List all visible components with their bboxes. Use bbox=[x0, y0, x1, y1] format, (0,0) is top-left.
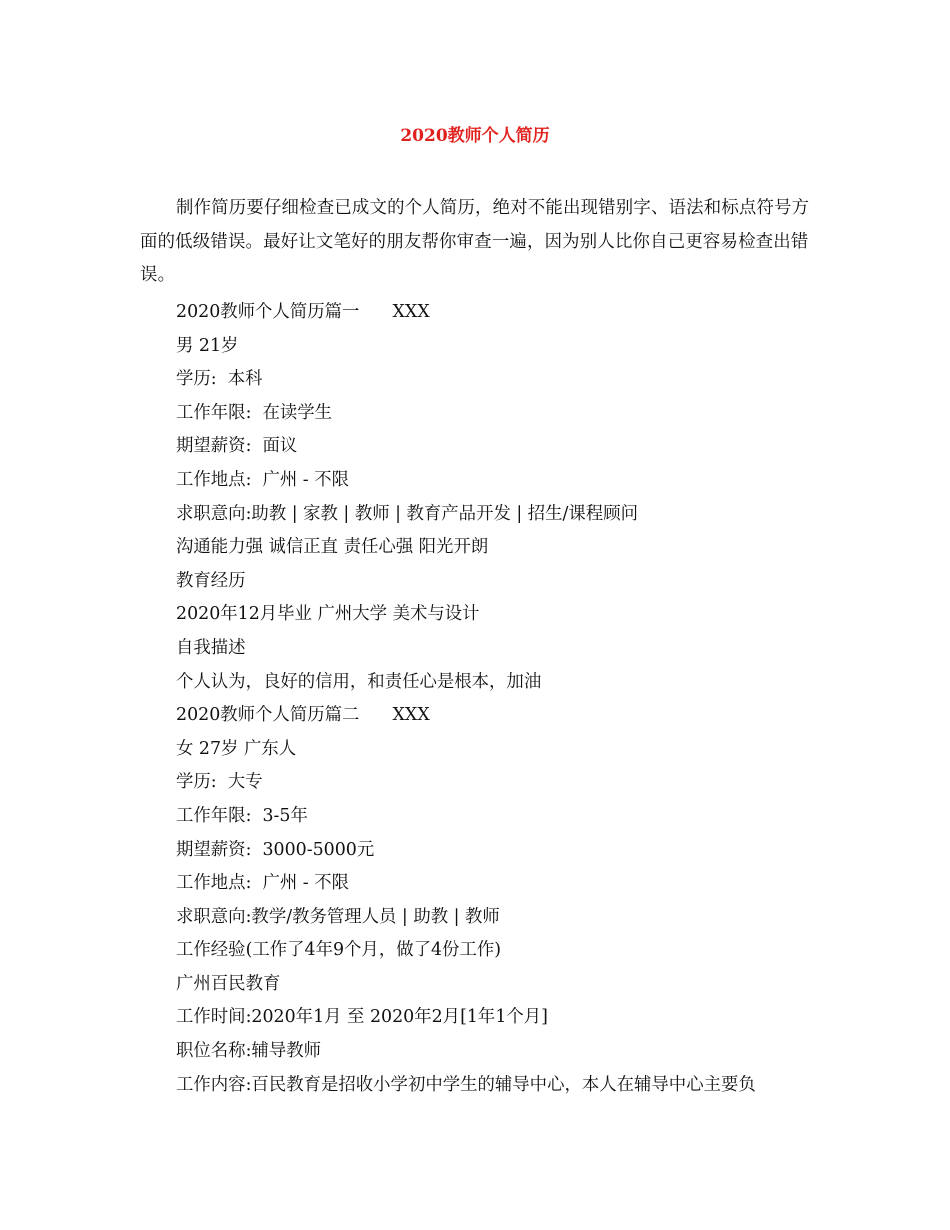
text-line: 学历: 大专 bbox=[176, 772, 263, 793]
text-line: 工作地点: 广州 - 不限 bbox=[176, 873, 349, 894]
text-line: 2020教师个人简历篇一 XXX bbox=[176, 302, 430, 322]
text-line: 女 27岁 广东人 bbox=[176, 738, 297, 759]
text-line: 期望薪资: 3000-5000元 bbox=[176, 839, 375, 860]
section-heading: 教育经历 bbox=[176, 570, 246, 591]
text-line: 工作地点: 广州 - 不限 bbox=[176, 469, 349, 490]
text-line: 男 21岁 bbox=[176, 335, 239, 356]
text-line: 2020教师个人简历篇二 XXX bbox=[176, 705, 430, 726]
text-line: 工作内容:百民教育是招收小学初中学生的辅导中心，本人在辅导中心主要负 bbox=[176, 1074, 756, 1095]
text-line: 广州百民教育 bbox=[176, 973, 281, 994]
text-line: 工作年限: 在读学生 bbox=[176, 402, 333, 423]
text-line: 求职意向:教学/教务管理人员 | 助教 | 教师 bbox=[176, 906, 500, 927]
section-heading: 自我描述 bbox=[176, 637, 246, 658]
text-line: 学历: 本科 bbox=[176, 369, 263, 390]
text-line: 工作经验(工作了4年9个月，做了4份工作) bbox=[176, 940, 502, 961]
resume-lines bbox=[176, 296, 836, 1102]
text-line: 工作时间:2020年1月 至 2020年2月[1年1个月] bbox=[176, 1007, 548, 1028]
text-line: 个人认为，良好的信用，和责任心是根本，加油 bbox=[176, 671, 542, 692]
intro-paragraph: 制作简历要仔细检查已成文的个人简历，绝对不能出现错别字、语法和标点符号方面的低级错误。最好让文笔好的朋友帮你审查一遍，因为别人比你自己更容易检查出错误。 bbox=[140, 198, 810, 285]
text-line: 2020年12月毕业 广州大学 美术与设计 bbox=[176, 604, 480, 625]
document-title: 2020教师个人简历 bbox=[400, 126, 550, 146]
text-line: 工作年限: 3-5年 bbox=[176, 805, 308, 826]
text-line: 期望薪资: 面议 bbox=[176, 436, 298, 457]
text-line: 职位名称:辅导教师 bbox=[176, 1041, 321, 1062]
text-line: 求职意向:助教 | 家教 | 教师 | 教育产品开发 | 招生/课程顾问 bbox=[176, 503, 638, 524]
text-line: 沟通能力强 诚信正直 责任心强 阳光开朗 bbox=[176, 537, 489, 558]
